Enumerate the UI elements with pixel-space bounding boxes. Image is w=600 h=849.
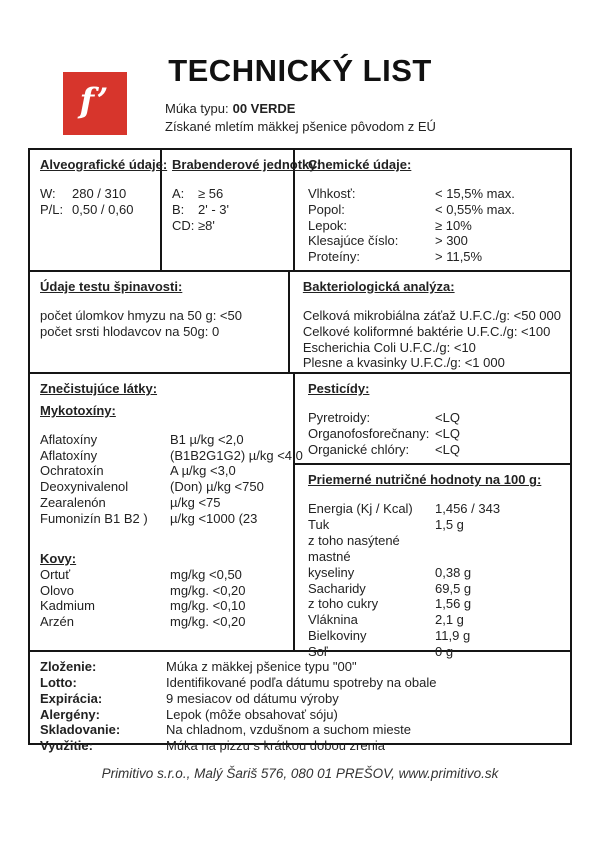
row-value: mg/kg. <0,20: [170, 582, 246, 598]
table-row: [308, 581, 561, 597]
row-value: mg/kg. <0,20: [170, 614, 246, 630]
dirt-test-cell: [30, 272, 290, 372]
row-label: Soľ: [308, 644, 328, 660]
table-row: [308, 249, 561, 265]
row-value: Múka z mäkkej pšenice typu "00": [166, 659, 357, 674]
section-heading: Priemerné nutričné hodnoty na 100 g:: [308, 472, 542, 488]
row-value: A µ/kg <3,0: [170, 463, 236, 479]
row-label: z toho nasýtené mastné: [308, 533, 400, 564]
table-row: [172, 218, 284, 234]
table-row: [40, 447, 303, 464]
flour-type-label: Múka typu:: [165, 101, 229, 116]
row-label: Organické chlóry:: [308, 441, 410, 457]
row-label: Bielkoviny: [308, 628, 367, 644]
row-label: Vláknina: [308, 612, 358, 628]
flour-type-line: [165, 101, 295, 116]
row-value: Na chladnom, vzdušnom a suchom mieste: [166, 722, 411, 738]
table-row: [40, 691, 561, 707]
row-value: > 300: [435, 233, 468, 249]
row-label: Ortuť: [40, 566, 71, 582]
brabender-cell: [162, 150, 321, 270]
row-label: kyseliny: [308, 564, 355, 580]
table-row: [308, 612, 561, 628]
table-row: [308, 426, 561, 442]
row-value: µ/kg <1000 (23: [170, 511, 258, 527]
row-value: Múka na pizzu s krátkou dobou zrenia: [166, 738, 385, 754]
row-value: Lepok (môže obsahovať sóju): [166, 706, 338, 722]
table-row: [40, 567, 284, 583]
row-value: 69,5 g: [435, 580, 472, 596]
row-label: Ochratoxín: [40, 463, 104, 479]
row-label: Organofosforečnany:: [308, 425, 430, 441]
nutrition-cell: [295, 465, 570, 665]
row-value: ≥8': [198, 217, 215, 233]
row-label: W:: [40, 185, 56, 201]
row-value: < 15,5% max.: [435, 185, 515, 201]
row-label: B:: [172, 201, 185, 217]
table-row: [40, 614, 284, 630]
table-row: [308, 596, 561, 612]
metals-heading: Kovy:: [40, 550, 77, 566]
table-row: [40, 659, 561, 675]
data-line: Escherichia Coli U.F.C./g: <10: [302, 339, 476, 355]
pesticides-cell: [295, 374, 570, 465]
section-subheading: Mykotoxíny:: [40, 402, 116, 418]
logo-letter-icon: f’: [79, 80, 109, 121]
flour-type-value: 00 VERDE: [232, 101, 296, 116]
table-row: [40, 675, 561, 691]
row-label: Olovo: [40, 582, 74, 598]
row-value: 2' - 3': [198, 201, 229, 217]
section-heading: Znečistujúce látky:: [40, 381, 158, 396]
row-label: Aflatoxíny: [40, 447, 98, 463]
row-value: 1,5 g: [435, 517, 464, 533]
table-row: [30, 150, 570, 272]
row-label: Arzén: [40, 614, 74, 630]
row-label: Proteíny:: [308, 249, 361, 265]
table-row: [308, 410, 561, 426]
page-title: TECHNICKÝ LIST: [168, 53, 432, 88]
table-row: [40, 722, 561, 738]
data-line: počet srsti hlodavcov na 50g: 0: [40, 323, 220, 339]
table-row: [30, 374, 570, 660]
data-line: Plesne a kvasinky U.F.C./g: <1 000: [302, 355, 505, 371]
table-row: [40, 432, 284, 448]
section-heading: Alveografické údaje:: [40, 157, 168, 172]
row-label: A:: [172, 185, 185, 201]
table-row: [172, 186, 284, 202]
row-label: Pyretroidy:: [308, 409, 371, 425]
row-value: (Don) µ/kg <750: [170, 479, 264, 495]
row-label: Energia (Kj / Kcal): [308, 501, 413, 517]
table-row: [308, 218, 561, 234]
table-row: [172, 202, 284, 218]
row-value: 1,56 g: [435, 596, 472, 612]
row-value: > 11,5%: [435, 249, 483, 265]
bacteriological-cell: [290, 272, 570, 372]
product-info-cell: [30, 652, 570, 760]
row-label: Popol:: [308, 201, 345, 217]
table-row: [308, 202, 561, 218]
row-value: 0 g: [435, 644, 454, 660]
row-value: <LQ: [435, 441, 460, 457]
row-value: ≥ 10%: [435, 217, 472, 233]
section-heading: Pesticídy:: [308, 381, 370, 396]
spec-table: [28, 148, 572, 754]
row-value: mg/kg. <0,10: [170, 598, 246, 614]
row-value: 0,50 / 0,60: [72, 201, 134, 217]
row-label: Zloženie:: [40, 659, 97, 674]
table-row: [308, 533, 561, 565]
row-value: <LQ: [435, 425, 460, 441]
row-label: CD:: [172, 217, 195, 233]
table-row: [40, 495, 284, 511]
section-heading: Bakteriologická analýza:: [302, 279, 455, 294]
row-value: B1 µ/kg <2,0: [170, 431, 244, 447]
row-value: < 0,55% max.: [435, 201, 515, 217]
row-label: Vlhkosť:: [308, 185, 356, 201]
table-row: [40, 202, 151, 218]
row-value: ≥ 56: [198, 185, 224, 201]
contaminants-cell: [30, 374, 303, 650]
row-label: Klesajúce číslo:: [308, 233, 399, 249]
table-row: [40, 511, 284, 527]
row-value: 0,38 g: [435, 564, 472, 580]
table-row: [308, 501, 561, 517]
row-value: (B1B2G1G2) µ/kg <4,0: [170, 447, 303, 463]
right-column: [295, 374, 570, 660]
origin-line: Získané mletím mäkkej pšenice pôvodom z EÚ: [165, 119, 436, 134]
row-label: Využitie:: [40, 738, 93, 754]
row-value: Identifikované podľa dátumu spotreby na obale: [166, 674, 437, 690]
chemical-cell: [295, 150, 570, 270]
section-heading: Chemické údaje:: [308, 157, 412, 172]
row-label: Tuk: [308, 517, 330, 533]
row-value: 2,1 g: [435, 612, 464, 628]
table-row: [30, 272, 570, 374]
row-value: 1,456 / 343: [435, 501, 501, 517]
alveographic-cell: [30, 150, 168, 270]
row-label: Expirácia:: [40, 690, 103, 706]
table-row: [40, 479, 284, 495]
row-value: µ/kg <75: [170, 495, 221, 511]
row-label: P/L:: [40, 201, 64, 217]
row-label: Sacharidy: [308, 580, 366, 596]
data-line: počet úlomkov hmyzu na 50 g: <50: [40, 307, 242, 323]
row-label: Zearalenón: [40, 495, 106, 511]
row-value: <LQ: [435, 409, 460, 425]
row-label: z toho cukry: [308, 596, 379, 612]
row-label: Skladovanie:: [40, 722, 121, 738]
table-row: [308, 233, 561, 249]
row-value: 9 mesiacov od dátumu výroby: [166, 690, 339, 706]
row-label: Alergény:: [40, 706, 100, 722]
table-row: [30, 652, 570, 760]
table-row: [40, 598, 284, 614]
table-row: [308, 186, 561, 202]
table-row: [308, 565, 561, 581]
table-row: [40, 463, 284, 479]
table-row: [40, 707, 561, 723]
table-row: [308, 628, 561, 644]
table-row: [40, 583, 284, 599]
row-label: Aflatoxíny: [40, 431, 98, 447]
row-label: Lotto:: [40, 674, 77, 690]
table-row: [40, 738, 561, 754]
row-label: Fumonizín B1 B2 ): [40, 511, 148, 527]
section-heading: Údaje testu špinavosti:: [40, 279, 183, 294]
row-value: mg/kg <0,50: [170, 566, 242, 582]
data-line: Celková mikrobiálna záťaž U.F.C./g: <50 000: [302, 307, 561, 323]
section-heading: Brabenderové jednotky:: [172, 157, 321, 172]
row-label: Deoxynivalenol: [40, 479, 129, 495]
table-row: [308, 442, 561, 458]
table-row: [308, 517, 561, 533]
row-value: 280 / 310: [72, 185, 127, 201]
table-row: [40, 186, 151, 202]
row-label: Lepok:: [308, 217, 348, 233]
row-label: Kadmium: [40, 598, 95, 614]
company-footer: Primitivo s.r.o., Malý Šariš 576, 080 01 PREŠOV, www.primitivo.sk: [101, 766, 499, 781]
data-line: Celkové koliformné baktérie U.F.C./g: <100: [302, 323, 551, 339]
row-value: 11,9 g: [435, 628, 471, 644]
